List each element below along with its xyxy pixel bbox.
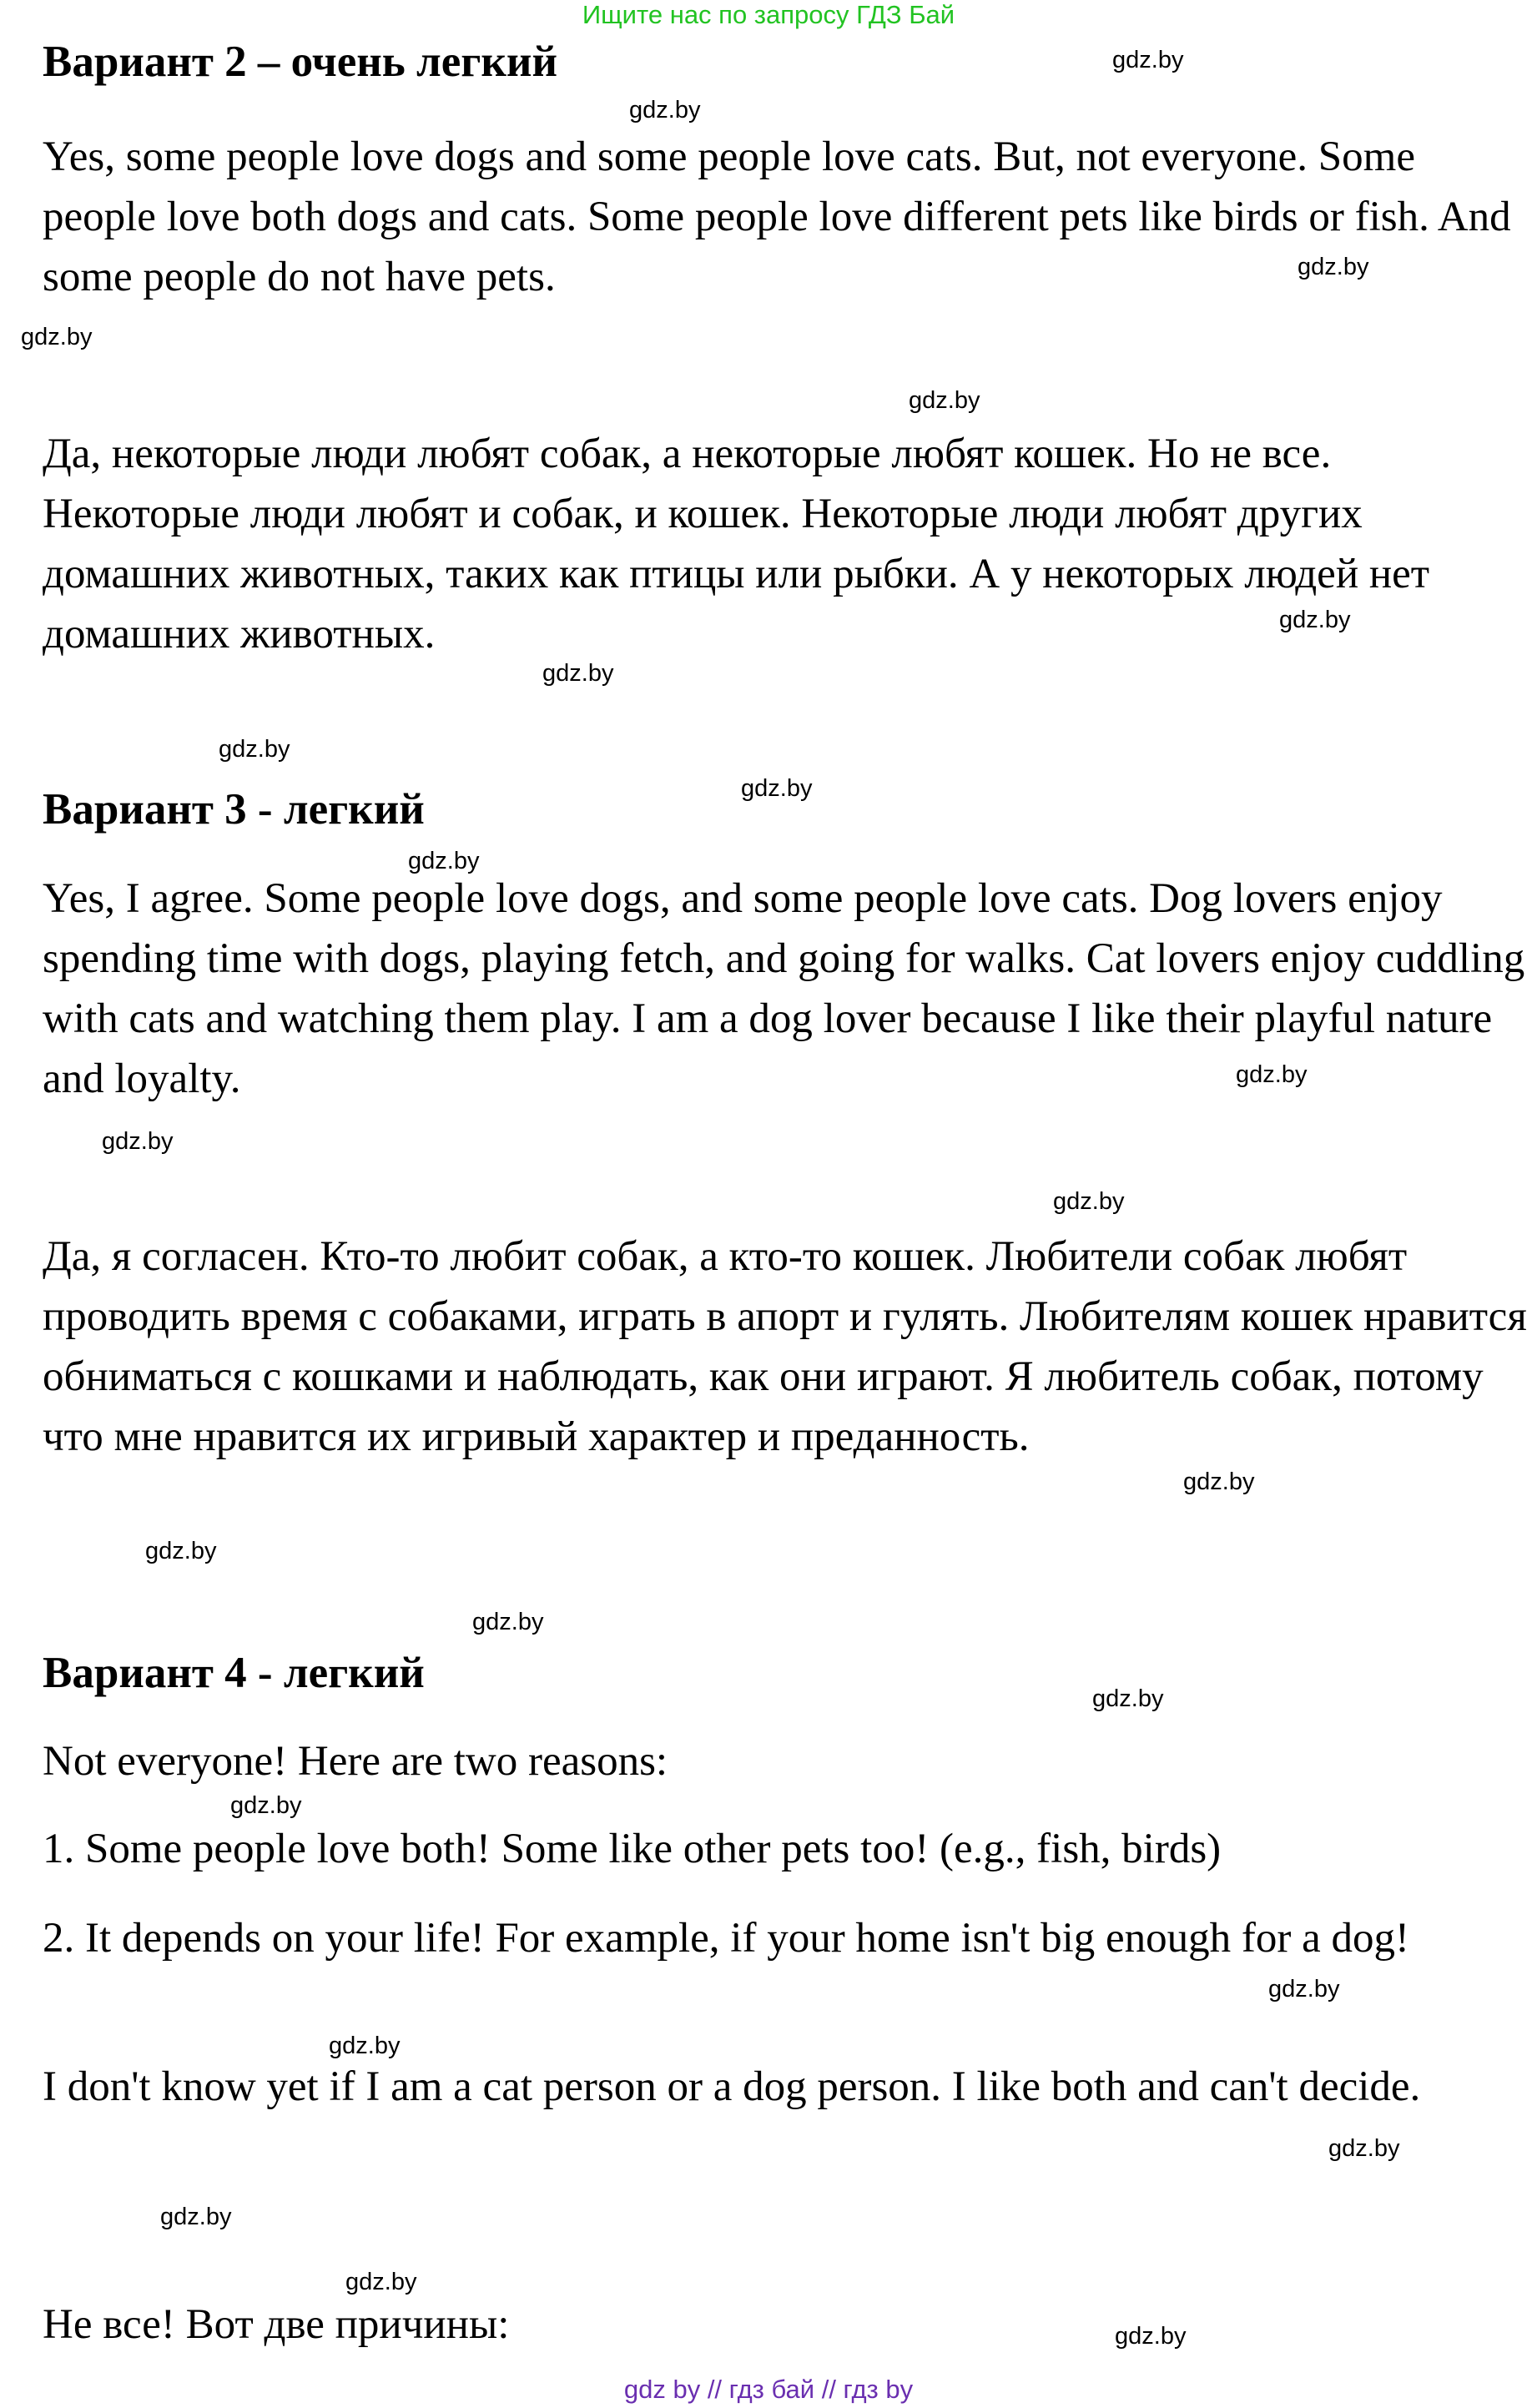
watermark: gdz.by bbox=[21, 324, 93, 350]
variant-2-english-text: Yes, some people love dogs and some people love cats. But, not everyone. Some people love both dogs and cats. Some people love different pets like birds or fish. And some people do not have pets. bbox=[43, 133, 1511, 300]
variant-3-heading: Вариант 3 - легкий bbox=[43, 785, 425, 834]
watermark: gdz.by bbox=[145, 1538, 217, 1564]
watermark: gdz.by bbox=[1112, 47, 1184, 73]
watermark: gdz.by bbox=[1268, 1976, 1340, 2002]
watermark: gdz.by bbox=[1115, 2323, 1187, 2350]
variant-4-reason-2: 2. It depends on your life! For example, if your home isn't big enough for a dog! bbox=[43, 1915, 1410, 1962]
watermark: gdz.by bbox=[345, 2269, 417, 2295]
watermark: gdz.by bbox=[408, 848, 480, 874]
watermark: gdz.by bbox=[1183, 1468, 1255, 1495]
watermark: gdz.by bbox=[160, 2204, 232, 2230]
watermark: gdz.by bbox=[230, 1792, 302, 1819]
variant-4-intro: Not everyone! Here are two reasons: bbox=[43, 1738, 668, 1785]
variant-2-heading: Вариант 2 – очень легкий bbox=[43, 38, 557, 86]
watermark: gdz.by bbox=[1053, 1188, 1125, 1215]
watermark: gdz.by bbox=[219, 736, 290, 763]
watermark: gdz.by bbox=[1279, 607, 1351, 633]
watermark: gdz.by bbox=[472, 1609, 544, 1635]
footer-links: gdz by // гдз бай // гдз by bbox=[623, 2375, 914, 2404]
watermark: gdz.by bbox=[909, 387, 980, 414]
variant-2-russian-text: Да, некоторые люди любят собак, а некоторые любят кошек. Но не все. Некоторые люди любят и собак, и кошек. Некоторые люди любят других домашних животных, таких как птицы или рыбки. А у некоторых людей нет домашних животных. bbox=[43, 431, 1430, 657]
watermark: gdz.by bbox=[629, 97, 701, 123]
watermark: gdz.by bbox=[329, 2033, 401, 2059]
watermark: gdz.by bbox=[1328, 2135, 1400, 2162]
watermark: gdz.by bbox=[1298, 254, 1369, 280]
watermark: gdz.by bbox=[102, 1128, 174, 1155]
search-banner: Ищите нас по запросу ГДЗ Бай bbox=[582, 0, 955, 29]
variant-3-russian-text: Да, я согласен. Кто-то любит собак, а кто-то кошек. Любители собак любят проводить время с собаками, играть в апорт и гулять. Любителям кошек нравится обниматься с кошками и наблюдать, как они играют. Я любитель собак, потому что мне нравится их игривый характер и преданность. bbox=[43, 1233, 1527, 1460]
variant-4-closing: I don't know yet if I am a cat person or a dog person. I like both and can't decide. bbox=[43, 2063, 1421, 2110]
variant-4-reason-1: 1. Some people love both! Some like other pets too! (e.g., fish, birds) bbox=[43, 1826, 1222, 1872]
variant-4-heading: Вариант 4 - легкий bbox=[43, 1649, 425, 1697]
watermark: gdz.by bbox=[1236, 1061, 1308, 1088]
watermark: gdz.by bbox=[542, 660, 614, 687]
variant-3-english-text: Yes, I agree. Some people love dogs, and some people love cats. Dog lovers enjoy spending time with dogs, playing fetch, and going for walks. Cat lovers enjoy cuddling with cats and watching them play. I am a dog lover because I like their playful nature and loyalty. bbox=[43, 875, 1525, 1102]
variant-4-russian-intro: Не все! Вот две причины: bbox=[43, 2301, 510, 2348]
watermark: gdz.by bbox=[1092, 1685, 1164, 1712]
watermark: gdz.by bbox=[741, 775, 813, 802]
